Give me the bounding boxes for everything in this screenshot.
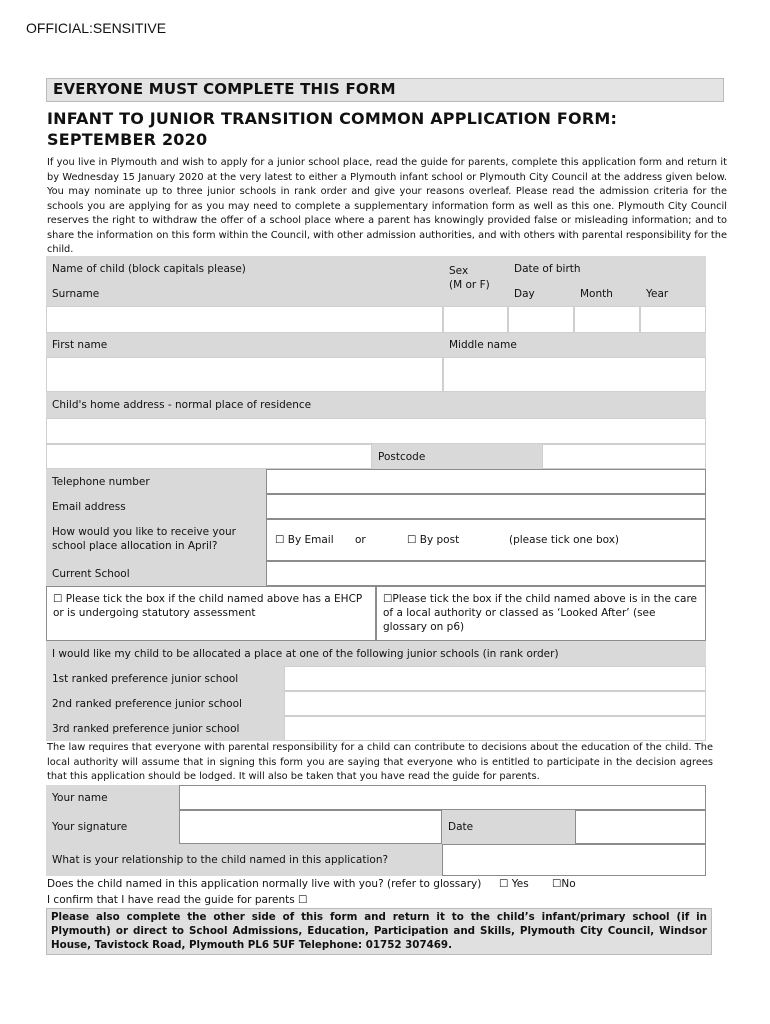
relationship-input[interactable] (442, 844, 706, 876)
title-line-1: INFANT TO JUNIOR TRANSITION COMMON APPLICATION FORM: (47, 109, 618, 128)
title-line-2: SEPTEMBER 2020 (47, 130, 208, 149)
dob-month-input[interactable] (574, 306, 640, 333)
must-complete-banner: EVERYONE MUST COMPLETE THIS FORM (46, 78, 724, 102)
law-paragraph: The law requires that everyone with parental responsibility for a child can contribute to decisions about the education of the child. The local authority will assume that in signing this form you are saying that everyone who is entitled to participate in the decision agrees that this application should be lodged. It will also be taken that you have read the guide for parents. (47, 742, 713, 782)
year-label: Year (640, 282, 706, 306)
receive-allocation-options (266, 519, 706, 561)
middle-name-input[interactable] (443, 357, 706, 392)
confirm-guide-checkbox[interactable]: I confirm that I have read the guide for parents ☐ (47, 894, 308, 906)
month-label: Month (574, 282, 640, 306)
signature-input[interactable] (179, 810, 442, 844)
live-with-question: Does the child named in this application normally live with you? (refer to glossary) (47, 878, 482, 890)
yes-checkbox[interactable]: ☐ Yes (499, 878, 529, 890)
preference-3-label: 3rd ranked preference junior school (46, 716, 284, 741)
preference-1-label: 1st ranked preference junior school (46, 666, 284, 691)
preference-3-input[interactable] (284, 716, 706, 741)
return-instructions: Please also complete the other side of this form and return it to the child’s infant/primary school (if in Plymouth) or direct to School Admissions, Education, Participation and Skills, Plymouth City Council, Windsor House, Tavistock Road, Plymouth PL6 5UF Telephone: 01752 307469. (46, 908, 712, 955)
date-of-birth-label: Date of birth (508, 256, 706, 282)
intro-paragraph: If you live in Plymouth and wish to apply for a junior school place, read the guide for parents, complete this application form and return it by Wednesday 15 January 2020 at the very latest to either a Plymouth infant school or Plymouth City Council at the address given below. You may nominate up to three junior schools in rank order and give your reasons overleaf. Please read the admission criteria for the schools you are applying for as you may need to complete a supplementary information form as well as this one. Plymouth City Council reserves the right to withdraw the offer of a school place where a parent has knowingly provided false or misleading information; and to share the information on this form within the Council, with other admission authorities, and with others with parental responsibility for the child. (47, 157, 727, 255)
preference-1-input[interactable] (284, 666, 706, 691)
surname-input[interactable] (46, 306, 443, 333)
telephone-label: Telephone number (46, 469, 266, 494)
telephone-input[interactable] (266, 469, 706, 494)
current-school-label: Current School (46, 561, 266, 586)
address-input-line-2[interactable] (46, 444, 372, 469)
surname-label: Surname (46, 282, 443, 306)
name-of-child-label: Name of child (block capitals please) (46, 256, 443, 282)
form-title (47, 108, 737, 150)
day-label: Day (508, 282, 574, 306)
by-post-checkbox[interactable]: ☐ By post (407, 534, 460, 546)
allocation-heading: I would like my child to be allocated a place at one of the following junior schools (in rank order) (46, 641, 706, 666)
tick-one-note: (please tick one box) (509, 534, 620, 546)
or-text: or (355, 534, 366, 546)
your-name-input[interactable] (179, 785, 706, 810)
date-input[interactable] (575, 810, 706, 844)
no-checkbox[interactable]: ☐No (552, 878, 576, 890)
postcode-label: Postcode (372, 444, 542, 469)
looked-after-checkbox[interactable]: ☐Please tick the box if the child named above is in the care of a local authority or classed as ‘Looked After’ (see glossary on p6) (376, 586, 706, 641)
preference-2-label: 2nd ranked preference junior school (46, 691, 284, 716)
dob-day-input[interactable] (508, 306, 574, 333)
email-input[interactable] (266, 494, 706, 519)
sex-input[interactable] (443, 306, 508, 333)
receive-allocation-question: How would you like to receive your school place allocation in April? (46, 519, 266, 561)
ehcp-checkbox[interactable]: ☐ Please tick the box if the child named above has a EHCP or is undergoing statutory assessment (46, 586, 376, 641)
by-email-checkbox[interactable]: ☐ By Email (275, 534, 334, 546)
your-name-label: Your name (46, 785, 179, 810)
first-name-input[interactable] (46, 357, 443, 392)
current-school-input[interactable] (266, 561, 706, 586)
email-label: Email address (46, 494, 266, 519)
sex-label: Sex (M or F) (443, 256, 508, 306)
address-label: Child's home address - normal place of residence (46, 392, 706, 418)
middle-name-label: Middle name (443, 333, 706, 357)
your-signature-label: Your signature (46, 810, 179, 844)
first-name-label: First name (46, 333, 443, 357)
classification-label: OFFICIAL:SENSITIVE (26, 20, 167, 36)
preference-2-input[interactable] (284, 691, 706, 716)
address-input[interactable] (46, 418, 706, 444)
relationship-label: What is your relationship to the child named in this application? (46, 844, 442, 876)
date-label: Date (442, 810, 575, 844)
dob-year-input[interactable] (640, 306, 706, 333)
postcode-input[interactable] (542, 444, 706, 469)
